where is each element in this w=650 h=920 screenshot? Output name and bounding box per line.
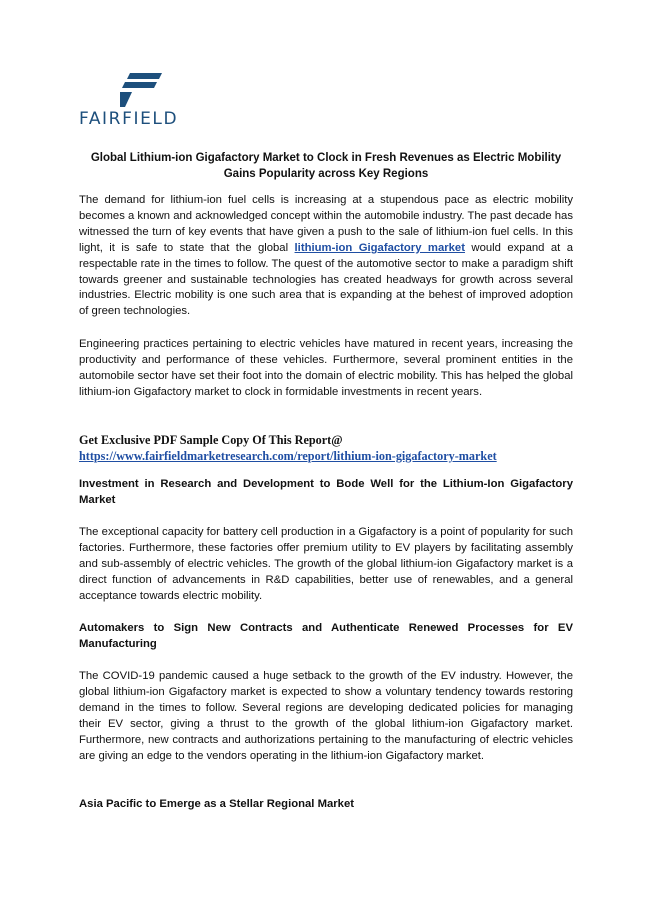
section-heading-rd: Investment in Research and Development to Bode Well for the Lithium-Ion Gigafactory Market — [79, 478, 573, 506]
engineering-paragraph: Engineering practices pertaining to electric vehicles have matured in recent years, increasing the productivity and performance of these vehicles. Furthermore, several prominent entities in the automobile sector have set their foot into the domain of electric mobility. This has helped the global lithium-ion Gigafactory market to clock in formidable investments in recent years. — [79, 338, 573, 398]
sample-report-link[interactable]: https://www.fairfieldmarketresearch.com/report/lithium-ion-gigafactory-market — [79, 449, 497, 463]
gigafactory-paragraph: The exceptional capacity for battery cell production in a Gigafactory is a point of popularity for such factories. Furthermore, these factories offer premium utility to EV players by facilitating assembly and sub-assembly of electric vehicles. The growth of the global lithium-ion Gigafactory market is a direct function of advancements in R&D capabilities, better use of renewables, and a general acceptance towards electric mobility. — [79, 526, 573, 602]
intro-paragraph — [79, 193, 573, 320]
sample-label: Get Exclusive PDF Sample Copy Of This Report@ — [79, 433, 343, 447]
sample-request — [79, 432, 579, 464]
brand-name: FAIRFIELD — [79, 109, 179, 129]
intro-text-end: would expand at a respectable rate in the times to follow. The quest of the automotive sector to make a paradigm shift towards greener and sustainable technologies has created headways for growth across several industries. Electric mobility is one such area that is expanding at the behest of improved adoption of green technologies. — [79, 241, 574, 318]
section-heading-automakers: Automakers to Sign New Contracts and Authenticate Renewed Processes for EV Manufacturing — [79, 622, 573, 650]
market-link[interactable]: lithium-ion Gigafactory market — [294, 241, 465, 254]
fairfield-logo — [79, 73, 209, 133]
fairfield-logo-icon — [120, 73, 162, 107]
document-title: Global Lithium-ion Gigafactory Market to Clock in Fresh Revenues as Electric Mobility Gains Popularity across Key Regions — [90, 152, 562, 180]
section-heading-asia-pacific: Asia Pacific to Emerge as a Stellar Regional Market — [79, 798, 355, 810]
intro-text-start: The demand for lithium-ion fuel cells is increasing at a stupendous pace as electric mobility becomes a known and acknowledged concept within the automobile industry. The past decade has witnessed the turn of key events that have given a push to the sale of lithium-ion fuel cells. In this light, it is safe to state that the global — [79, 194, 573, 254]
covid-paragraph: The COVID-19 pandemic caused a huge setback to the growth of the EV industry. However, the global lithium-ion Gigafactory market is expected to show a voluntary tendency towards restoring demand in the times to follow. Several regions are developing dedicated policies for managing their EV sector, giving a thrust to the growth of the global lithium-ion Gigafactory market. Furthermore, new contracts and authorizations pertaining to the manufacturing of electric vehicles are giving an edge to the vendors operating in the lithium-ion Gigafactory market. — [79, 670, 573, 762]
